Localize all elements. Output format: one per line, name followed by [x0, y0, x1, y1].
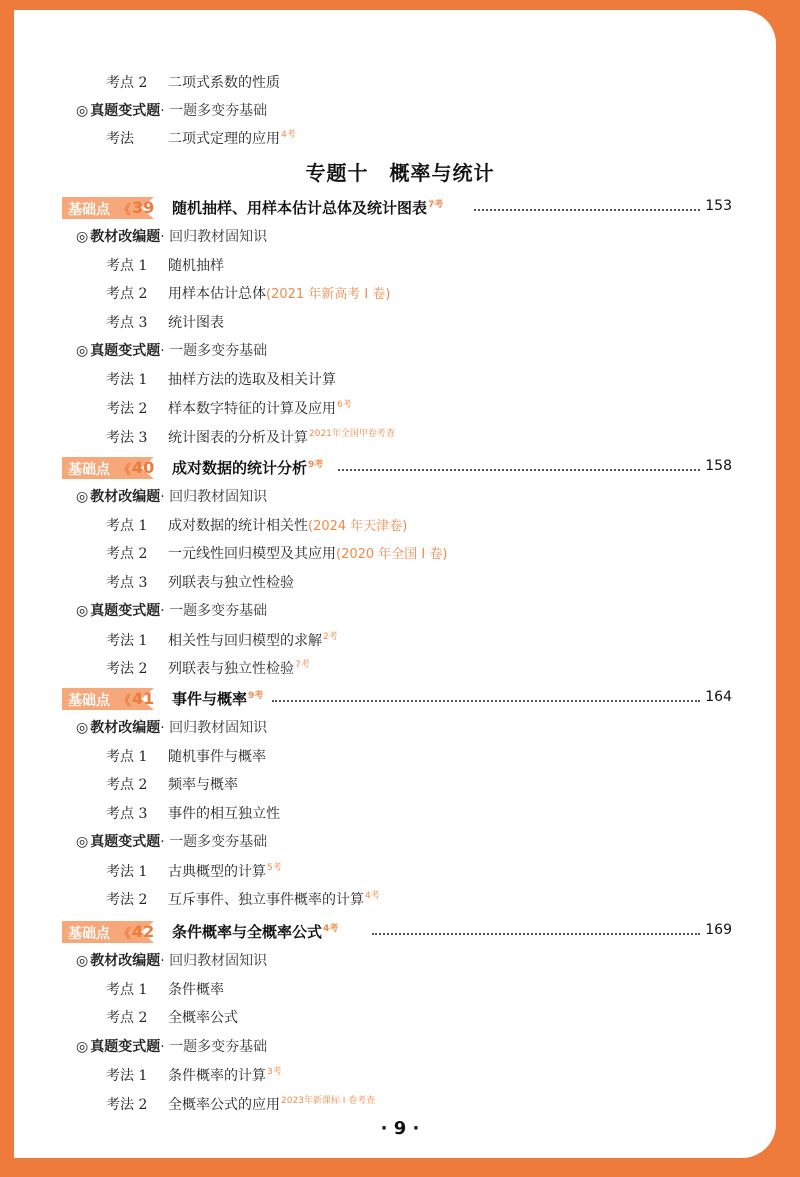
section-subtitle: · 回归教材固知识	[160, 489, 268, 505]
item-text: 统计图表的分析及计算	[168, 429, 308, 446]
topic-number: 39	[132, 198, 155, 217]
item-text: 相关性与回归模型的求解	[168, 632, 322, 649]
item-text: 古典概型的计算	[168, 863, 266, 880]
item-source: (2020 年全国 Ⅰ 卷)	[336, 547, 448, 562]
item-text: 频率与概率	[168, 777, 238, 793]
item-text: 二项式定理的应用	[168, 131, 280, 147]
page-number: 169	[705, 922, 732, 938]
section-header	[76, 717, 267, 737]
toc-item[interactable]	[106, 426, 395, 447]
section-label: 真题变式题	[90, 1038, 161, 1055]
exam-count: 4考	[323, 924, 339, 934]
toc-item[interactable]	[106, 1064, 282, 1085]
badge-label: 基础点	[68, 202, 110, 218]
section-header	[76, 340, 267, 360]
toc-item[interactable]	[106, 397, 352, 418]
section-label: 真题变式题	[90, 834, 161, 850]
item-text: 抽样方法的选取及相关计算	[168, 371, 336, 388]
section-header	[76, 1036, 267, 1056]
section-label: 教材改编题	[90, 489, 161, 505]
chevron-left-icon: 《	[118, 203, 132, 218]
exam-count: 9考	[248, 691, 264, 701]
topic-number: 40	[132, 458, 155, 477]
section-subtitle: · 回归教材固知识	[160, 720, 268, 736]
item-code: 考法 1	[106, 632, 148, 649]
badge-label: 基础点	[68, 462, 110, 478]
circle-icon: ◎	[76, 343, 89, 359]
item-code: 考法	[106, 131, 134, 147]
item-code: 考点 1	[106, 748, 148, 765]
circle-icon: ◎	[76, 103, 89, 119]
exam-count: 5考	[267, 862, 282, 873]
section-subtitle: · 一题多变夯基础	[160, 343, 268, 359]
toc-item	[106, 127, 296, 148]
item-code: 考点 2	[106, 75, 148, 91]
section-subtitle: · 回归教材固知识	[160, 953, 268, 969]
section-header	[76, 831, 267, 851]
toc-item[interactable]	[106, 283, 390, 303]
badge-label: 基础点	[68, 693, 110, 709]
toc-item[interactable]	[106, 803, 280, 823]
item-code: 考点 2	[106, 1010, 148, 1026]
section-subtitle: · 一题多变夯基础	[160, 603, 268, 619]
item-text: 互斥事件、独立事件概率的计算	[168, 892, 364, 908]
dot-leader	[272, 700, 700, 702]
circle-icon: ◎	[76, 1038, 89, 1055]
toc-item[interactable]	[106, 1093, 375, 1114]
circle-icon: ◎	[76, 229, 89, 245]
item-code: 考点 2	[106, 777, 148, 793]
chapter-title: 专题十 概率与统计	[305, 161, 495, 185]
section-label: 真题变式题	[90, 103, 161, 119]
toc-item[interactable]	[106, 255, 224, 275]
item-code: 考点 1	[106, 981, 148, 998]
dot-leader	[338, 469, 700, 471]
topic-title-text: 事件与概率	[172, 690, 248, 708]
chevron-left-icon: 《	[118, 463, 132, 478]
section-subtitle: · 一题多变夯基础	[160, 103, 268, 119]
item-source: (2021 年新高考 Ⅰ 卷)	[266, 287, 391, 302]
chevron-left-icon: 《	[118, 927, 132, 942]
section-header	[76, 486, 267, 506]
circle-icon: ◎	[76, 834, 89, 850]
item-code: 考点 2	[106, 546, 148, 562]
section-label: 教材改编题	[90, 229, 161, 245]
topic-number: 42	[132, 922, 155, 941]
section-label: 教材改编题	[90, 720, 161, 736]
item-code: 考点 3	[106, 805, 148, 822]
toc-item[interactable]	[106, 543, 447, 563]
toc-item[interactable]	[106, 629, 338, 650]
item-text: 条件概率的计算	[168, 1068, 266, 1084]
topic-title	[172, 457, 329, 478]
section-header	[76, 600, 267, 620]
item-text: 一元线性回归模型及其应用	[168, 546, 336, 562]
badge-label: 基础点	[68, 926, 110, 942]
toc-item[interactable]	[106, 860, 282, 881]
topic-title-text: 随机抽样、用样本估计总体及统计图表	[172, 199, 428, 217]
item-source: (2024 年天津卷)	[308, 518, 408, 534]
chevron-left-icon: 《	[118, 694, 132, 709]
section-header	[76, 100, 267, 120]
exam-count: 4考	[365, 891, 380, 901]
item-code: 考法 2	[106, 892, 148, 908]
toc-item[interactable]	[106, 572, 294, 592]
topic-title	[172, 921, 344, 942]
exam-count: 7考	[428, 200, 444, 210]
topic-header[interactable]	[62, 921, 732, 945]
item-code: 考点 3	[106, 574, 148, 591]
item-code: 考点 1	[106, 517, 148, 534]
item-code: 考法 1	[106, 1068, 148, 1084]
item-code: 考法 2	[106, 661, 148, 677]
page-number: 153	[705, 198, 732, 214]
circle-icon: ◎	[76, 720, 89, 736]
item-text: 统计图表	[168, 314, 224, 331]
section-label: 真题变式题	[90, 343, 161, 359]
item-text: 样本数字特征的计算及应用	[168, 401, 336, 417]
item-code: 考点 2	[106, 286, 148, 302]
item-text: 用样本估计总体	[168, 286, 266, 302]
page-number: 164	[705, 689, 732, 705]
section-subtitle: · 一题多变夯基础	[160, 1038, 268, 1055]
toc-item[interactable]	[106, 774, 238, 794]
page-number: 158	[705, 458, 732, 474]
item-text: 随机抽样	[168, 257, 224, 274]
item-text: 全概率公式的应用	[168, 1096, 280, 1113]
item-code: 考法 1	[106, 371, 148, 388]
section-header	[76, 950, 267, 970]
item-text: 条件概率	[168, 981, 224, 998]
topic-title	[172, 197, 449, 218]
topic-header[interactable]	[62, 457, 732, 481]
item-code: 考法 1	[106, 863, 148, 880]
toc-item[interactable]	[106, 746, 266, 766]
dot-leader	[474, 209, 700, 211]
circle-icon: ◎	[76, 489, 89, 505]
circle-icon: ◎	[76, 603, 89, 619]
toc-item[interactable]	[106, 657, 310, 678]
exam-count: 4考	[281, 130, 296, 140]
section-subtitle: · 一题多变夯基础	[160, 834, 268, 850]
exam-count: 3考	[267, 1067, 282, 1077]
item-text: 全概率公式	[168, 1010, 238, 1026]
circle-icon: ◎	[76, 953, 89, 969]
exam-count: 6考	[337, 400, 352, 410]
exam-count: 2023年新课标 Ⅰ 卷考查	[281, 1095, 376, 1106]
item-code: 考法 3	[106, 429, 148, 446]
item-code: 考点 1	[106, 257, 148, 274]
topic-header[interactable]	[62, 197, 732, 221]
topic-title-text: 成对数据的统计分析	[172, 459, 308, 477]
toc-item[interactable]	[106, 979, 224, 999]
item-code: 考点 3	[106, 314, 148, 331]
item-text: 列联表与独立性检验	[168, 661, 294, 677]
toc-item	[106, 72, 280, 92]
exam-count: 7考	[295, 660, 310, 670]
section-header	[76, 226, 267, 246]
toc-item[interactable]	[106, 369, 336, 389]
item-text: 成对数据的统计相关性	[168, 517, 308, 534]
item-text: 事件的相互独立性	[168, 805, 280, 822]
item-code: 考法 2	[106, 1096, 148, 1113]
topic-title-text: 条件概率与全概率公式	[172, 923, 323, 941]
toc-item[interactable]	[106, 1007, 238, 1027]
page-number-footer: · 9 ·	[380, 1118, 420, 1139]
toc-item[interactable]	[106, 515, 407, 535]
exam-count: 2考	[323, 631, 338, 642]
exam-count: 2021年全国甲卷考查	[309, 428, 395, 439]
section-label: 真题变式题	[90, 603, 161, 619]
exam-count: 9考	[308, 460, 324, 470]
toc-item[interactable]	[106, 312, 224, 332]
topic-title	[172, 688, 269, 709]
topic-number: 41	[132, 689, 155, 708]
item-text: 二项式系数的性质	[168, 75, 280, 91]
topic-header[interactable]	[62, 688, 732, 712]
item-text: 列联表与独立性检验	[168, 574, 294, 591]
section-subtitle: · 回归教材固知识	[160, 229, 268, 245]
item-code: 考法 2	[106, 401, 148, 417]
toc-item[interactable]	[106, 888, 380, 909]
dot-leader	[372, 933, 700, 935]
item-text: 随机事件与概率	[168, 748, 266, 765]
section-label: 教材改编题	[90, 953, 161, 969]
